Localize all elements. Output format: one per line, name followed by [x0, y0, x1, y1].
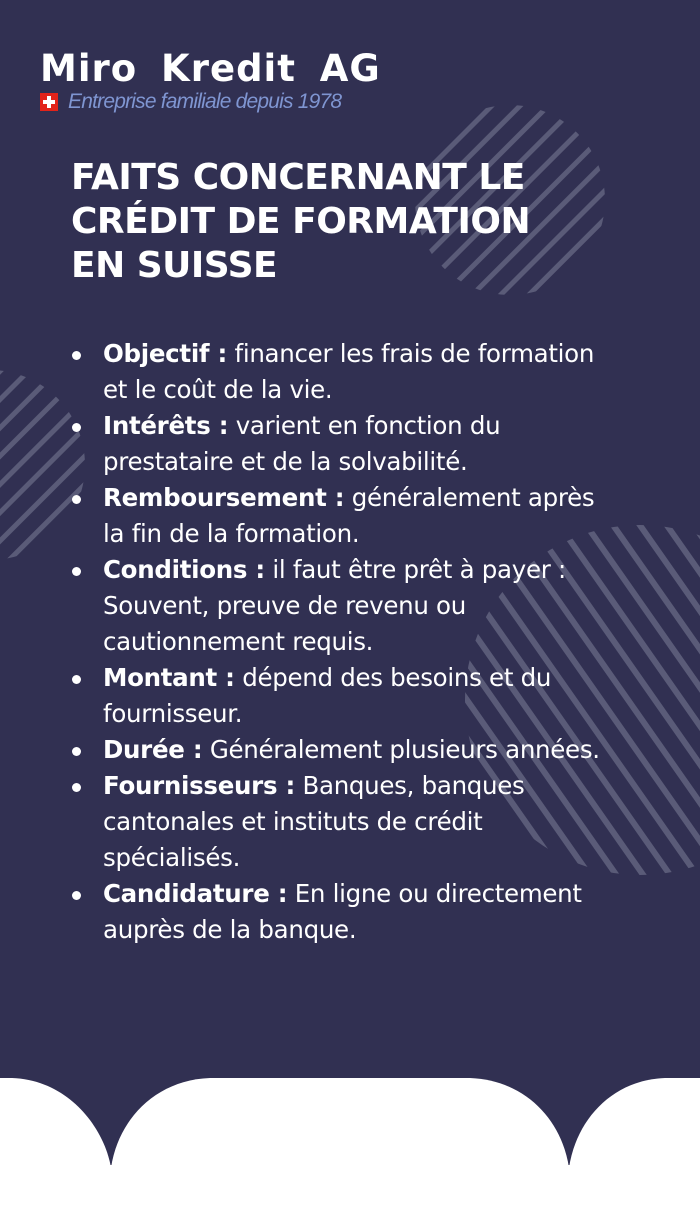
fact-label: Remboursement : [103, 483, 345, 512]
fact-label: Objectif : [103, 339, 227, 368]
fact-text: Banques, banques cantonales et instituts de crédit spécialisés. [103, 771, 525, 872]
page-title [71, 156, 631, 288]
bullet-icon [72, 675, 81, 684]
fact-label: Montant : [103, 663, 235, 692]
bullet-icon [72, 423, 81, 432]
bullet-icon [72, 747, 81, 756]
bullet-icon [72, 783, 81, 792]
fact-text: généralement après la fin de la formation. [103, 483, 595, 548]
fact-objectif [72, 336, 612, 408]
fact-text: En ligne ou directement auprès de la banque. [103, 879, 582, 944]
fact-label: Candidature : [103, 879, 288, 908]
fact-label: Conditions : [103, 555, 265, 584]
fact-interets [72, 408, 612, 480]
title-line-3: EN SUISSE [71, 245, 278, 286]
fact-label: Durée : [103, 735, 203, 764]
fact-text: Généralement plusieurs années. [209, 735, 600, 764]
title-line-2: CRÉDIT DE FORMATION [71, 201, 531, 242]
fact-candidature [72, 876, 612, 948]
fact-text: dépend des besoins et du fournisseur. [103, 663, 552, 728]
fact-montant [72, 660, 612, 732]
brand-name: Miro Kredit AG [40, 47, 381, 90]
brand-logo [40, 48, 381, 114]
brand-tagline-row [40, 90, 381, 114]
fact-fournisseurs [72, 768, 612, 876]
bullet-icon [72, 351, 81, 360]
fact-text: varient en fonction du prestataire et de la solvabilité. [103, 411, 501, 476]
bullet-icon [72, 567, 81, 576]
fact-conditions [72, 552, 612, 660]
title-line-1: FAITS CONCERNANT LE [71, 157, 525, 198]
brand-tagline: Entreprise familiale depuis 1978 [68, 90, 342, 113]
fact-text: financer les frais de formation et le coût de la vie. [103, 339, 595, 404]
facts-list [72, 336, 612, 948]
bullet-icon [72, 891, 81, 900]
bullet-icon [72, 495, 81, 504]
fact-label: Intérêts : [103, 411, 229, 440]
swiss-flag-icon [40, 93, 58, 111]
fact-label: Fournisseurs : [103, 771, 295, 800]
fact-text: il faut être prêt à payer : Souvent, preuve de revenu ou cautionnement requis. [103, 555, 566, 656]
fact-duree [72, 732, 612, 768]
fact-remboursement [72, 480, 612, 552]
